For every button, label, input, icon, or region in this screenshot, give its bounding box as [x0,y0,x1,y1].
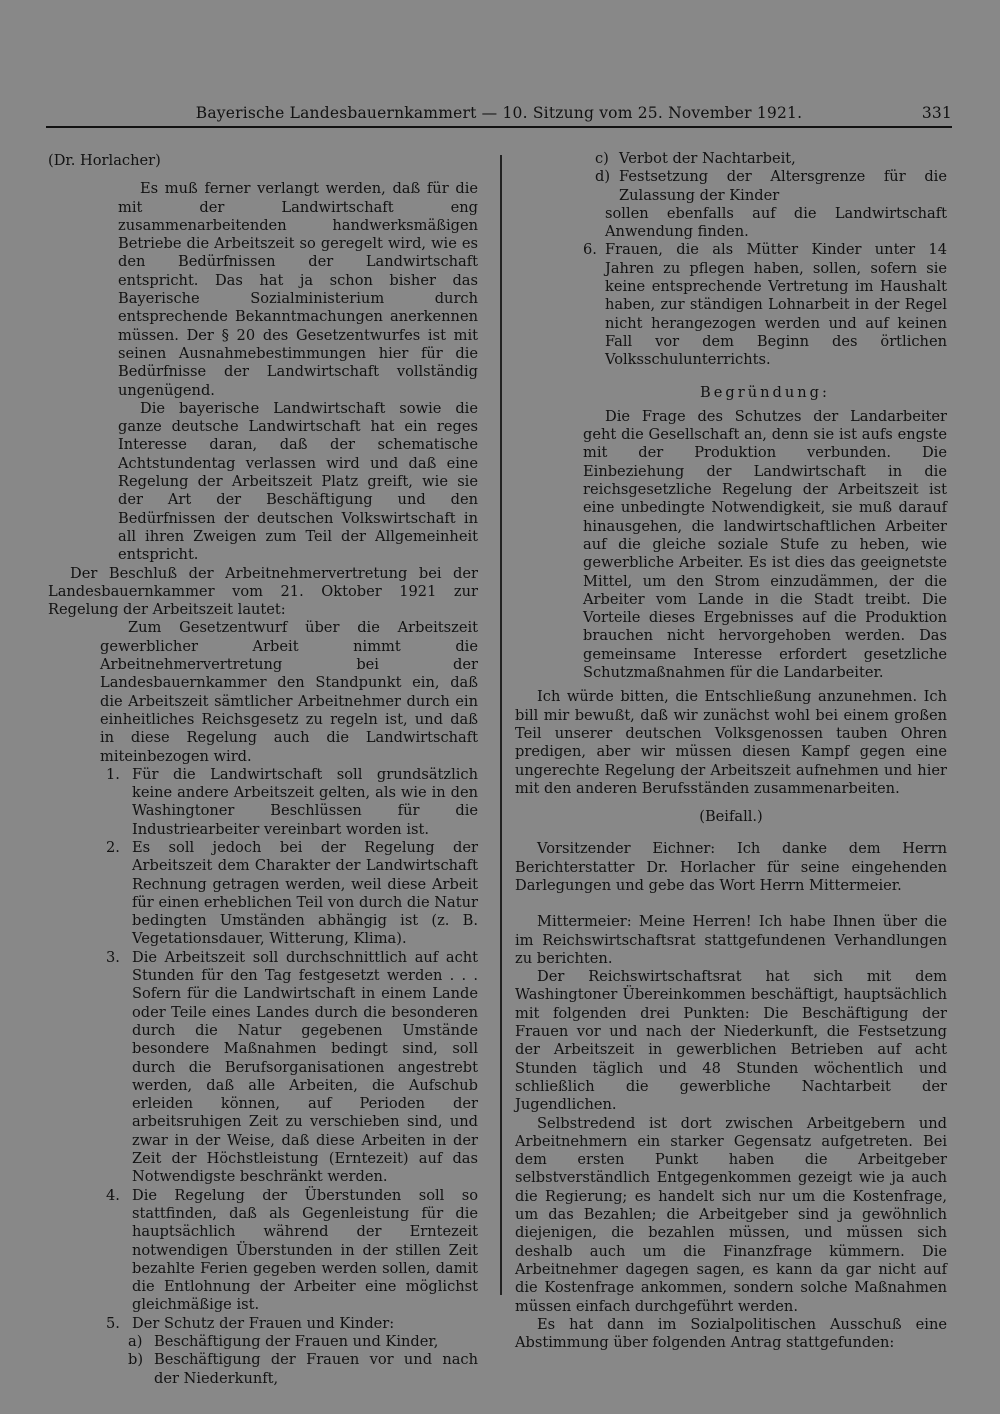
right-column [515,150,947,1352]
paragraph: Die bayerische Landwirtschaft sowie die ganze deutsche Landwirtschaft hat ein reges Interesse daran, daß der schematische Achtstundentag verlassen wird und daß eine Regelung der Arbeitszeit Platz greift, wie sie der Art der Beschäftigung und den Bedürfnissen der deutschen Volkswirtschaft in all ihren Zweigen zum Teil der Allgemeinheit entspricht. [118,399,478,564]
paragraph: Vorsitzender Eichner: Ich danke dem Herrn Berichterstatter Dr. Horlacher für seine eingehenden Darlegungen und gebe das Wort Herrn Mittermeier. [515,840,947,894]
header-title: Bayerische Landesbauernkammert — 10. Sitzung vom 25. November 1921. [195,104,803,122]
sub-letter: c) [595,150,609,167]
motion-text: Zum Gesetzentwurf über die Arbeitszeit gewerblicher Arbeit nimmt die Arbeitnehmervertretung bei der Landesbauernkammer den Standpunkt ein, daß die Arbeitszeit sämtlicher Arbeitnehmer durch ein einheitliches Reichsgesetz zu regeln ist, und daß in diese Regelung auch die Landwirtschaft miteinbezogen wird. [100,619,478,765]
paragraph: Der Reichswirtschaftsrat hat sich mit dem Washingtoner Übereinkommen beschäftigt, hauptsächlich mit folgenden drei Punkten: Die Beschäftigung der Frauen vor und nach der Niederkunft, die Festsetzung der Arbeitszeit in gewerblichen Betrieben auf acht Stunden täglich und 48 Stunden wöchentlich und schließlich die gewerbliche Nachtarbeit der Jugendlichen. [515,968,947,1114]
list-number: 6. [583,241,597,259]
list-number: 3. [106,948,120,966]
list-text: Für die Landwirtschaft soll grundsätzlich keine andere Arbeitszeit gelten, als wie in den Washingtoner Beschlüssen für die Industriearbeiter vereinbart worden ist. [132,765,478,838]
list-text: Die Regelung der Überstunden soll so stattfinden, daß als Gegenleistung für die hauptsächlich während der Erntezeit notwendigen Überstunden in der stillen Zeit bezahlte Ferien gegeben werden sollen, damit die Entlohnung der Arbeiter eine möglichst gleichmäßige ist. [132,1186,478,1314]
sub-item [595,150,947,168]
list-item [583,241,947,369]
sub-letter: b) [128,1351,144,1369]
speaker-label: (Dr. Horlacher) [48,152,161,169]
sub-item [128,1333,478,1351]
paragraph: Es muß ferner verlangt werden, daß für die mit der Landwirtschaft eng zusammenarbeitenden handwerksmäßigen Betriebe die Arbeitszeit so geregelt wird, wie es den Bedürfnissen der Landwirtschaft entspricht. Das hat ja schon bisher das Bayerische Sozialministerium durch entsprechende Bekanntmachungen anerkennen müssen. Der § 20 des Gesetzentwurfes ist mit seinen Ausnahmebestimmungen hier für die Bedürfnisse der Landwirtschaft vollständig ungenügend. [118,180,478,399]
paragraph: Es hat dann im Sozialpolitischen Ausschuß eine Abstimmung über folgenden Antrag stattgefunden: [515,1315,947,1352]
sub-letter: a) [128,1333,143,1350]
list-item [106,1315,478,1333]
sub-letter: d) [595,168,611,186]
list-number: 5. [106,1314,120,1332]
header-rule [46,126,952,128]
paragraph: Die Frage des Schutzes der Landarbeiter geht die Gesellschaft an, denn sie ist aufs engste mit der Produktion verbunden. Die Einbeziehung der Landwirtschaft in die reichsgesetzliche Regelung der Arbeitszeit ist eine unbedingte Notwendigkeit, sie muß darauf hinausgehen, die landwirtschaftlichen Arbeiter auf die gleiche soziale Stufe zu heben, wie gewerbliche Arbeiter. Es ist dies das geeignetste Mittel, um den Strom einzudämmen, der die Arbeiter vom Lande in die Stadt treibt. Die Vorteile dieses Ergebnisses auf die Produktion brauchen nicht hervorgehoben werden. Das gemeinsame Interesse erfordert gesetzliche Schutzmaßnahmen für die Landarbeiter. [583,407,947,682]
list-item [106,1187,478,1315]
sub-tail: sollen ebenfalls auf die Landwirtschaft Anwendung finden. [605,204,947,241]
applause-note: (Beifall.) [699,808,763,826]
list-number: 2. [106,838,120,856]
left-column [48,152,478,1388]
section-heading: Begründung: [700,383,830,401]
paragraph: Der Beschluß der Arbeitnehmervertretung bei der Landesbauernkammer vom 21. Oktober 1921 zur Regelung der Arbeitszeit lautet: [48,564,478,619]
list-item [106,766,478,839]
paragraph: Selbstredend ist dort zwischen Arbeitgebern und Arbeitnehmern ein starker Gegensatz aufgetreten. Bei dem ersten Punkt haben die Arbeitgeber selbstverständlich Entgegenkommen gezeigt wie ja auch die Regierung; es handelt sich nur um die Kostenfrage, um das Bezahlen; die Arbeitgeber sind ja gewöhnlich diejenigen, die bezahlen müssen, und müssen sich deshalb auch um die Finanzfrage kümmern. Die Arbeitnehmer dagegen sagen, es kann da gar nicht auf die Kostenfrage ankommen, sondern solche Maßnahmen müssen einfach durchgeführt werden. [515,1114,947,1315]
sub-text: Beschäftigung der Frauen und Kinder, [154,1333,439,1350]
list-number: 4. [106,1186,120,1204]
list-number: 1. [106,765,120,783]
sub-text: Beschäftigung der Frauen vor und nach der Niederkunft, [154,1351,478,1387]
sub-text: Verbot der Nachtarbeit, [619,150,796,167]
page-number: 331 [921,104,952,122]
list-item [106,839,478,949]
sub-text: Festsetzung der Altersgrenze für die Zulassung der Kinder [619,168,947,204]
paragraph: Mittermeier: Meine Herren! Ich habe Ihnen über die im Reichswirtschaftsrat stattgefundenen Verhandlungen zu berichten. [515,913,947,967]
sub-item [128,1351,478,1388]
column-divider [500,155,502,1295]
list-text: Es soll jedoch bei der Regelung der Arbeitszeit dem Charakter der Landwirtschaft Rechnung getragen werden, weil diese Arbeit für einen erheblichen Teil von durch die Natur bedingten Umständen abhängig ist (z. B. Vegetationsdauer, Witterung, Klima). [132,838,478,948]
paragraph: Ich würde bitten, die Entschließung anzunehmen. Ich bill mir bewußt, daß wir zunächst wohl bei einem großen Teil unserer deutschen Volksgenossen tauben Ohren predigen, aber wir müssen diesen Kampf gegen eine ungerechte Regelung der Arbeitszeit aufnehmen und hier mit den anderen Berufsständen zusammenarbeiten. [515,688,947,797]
list-text: Frauen, die als Mütter Kinder unter 14 Jahren zu pflegen haben, sollen, sofern sie keine entsprechende Vertretung im Haushalt haben, zur ständigen Lohnarbeit in der Regel nicht herangezogen werden und auf keinen Fall vor dem Beginn des örtlichen Volksschulunterrichts. [605,241,947,369]
sub-item [595,168,947,205]
running-header [46,104,952,128]
list-text: Der Schutz der Frauen und Kinder: [132,1314,395,1332]
list-item [106,949,478,1187]
list-text: Die Arbeitszeit soll durchschnittlich auf acht Stunden für den Tag festgesetzt werden . . . Sofern für die Landwirtschaft in einem Lande oder Teile eines Landes durch die besonderen durch die Natur gegebenen Umstände besondere Maßnahmen bedingt sind, soll durch die Berufsorganisationen angestrebt werden, daß alle Arbeiten, die Aufschub erleiden können, auf Perioden der arbeitsruhigen Zeit zu verschieben sind, und zwar in der Weise, daß diese Arbeiten in der Zeit der Höchstleistung (Erntezeit) auf das Notwendigste beschränkt werden. [132,948,478,1186]
